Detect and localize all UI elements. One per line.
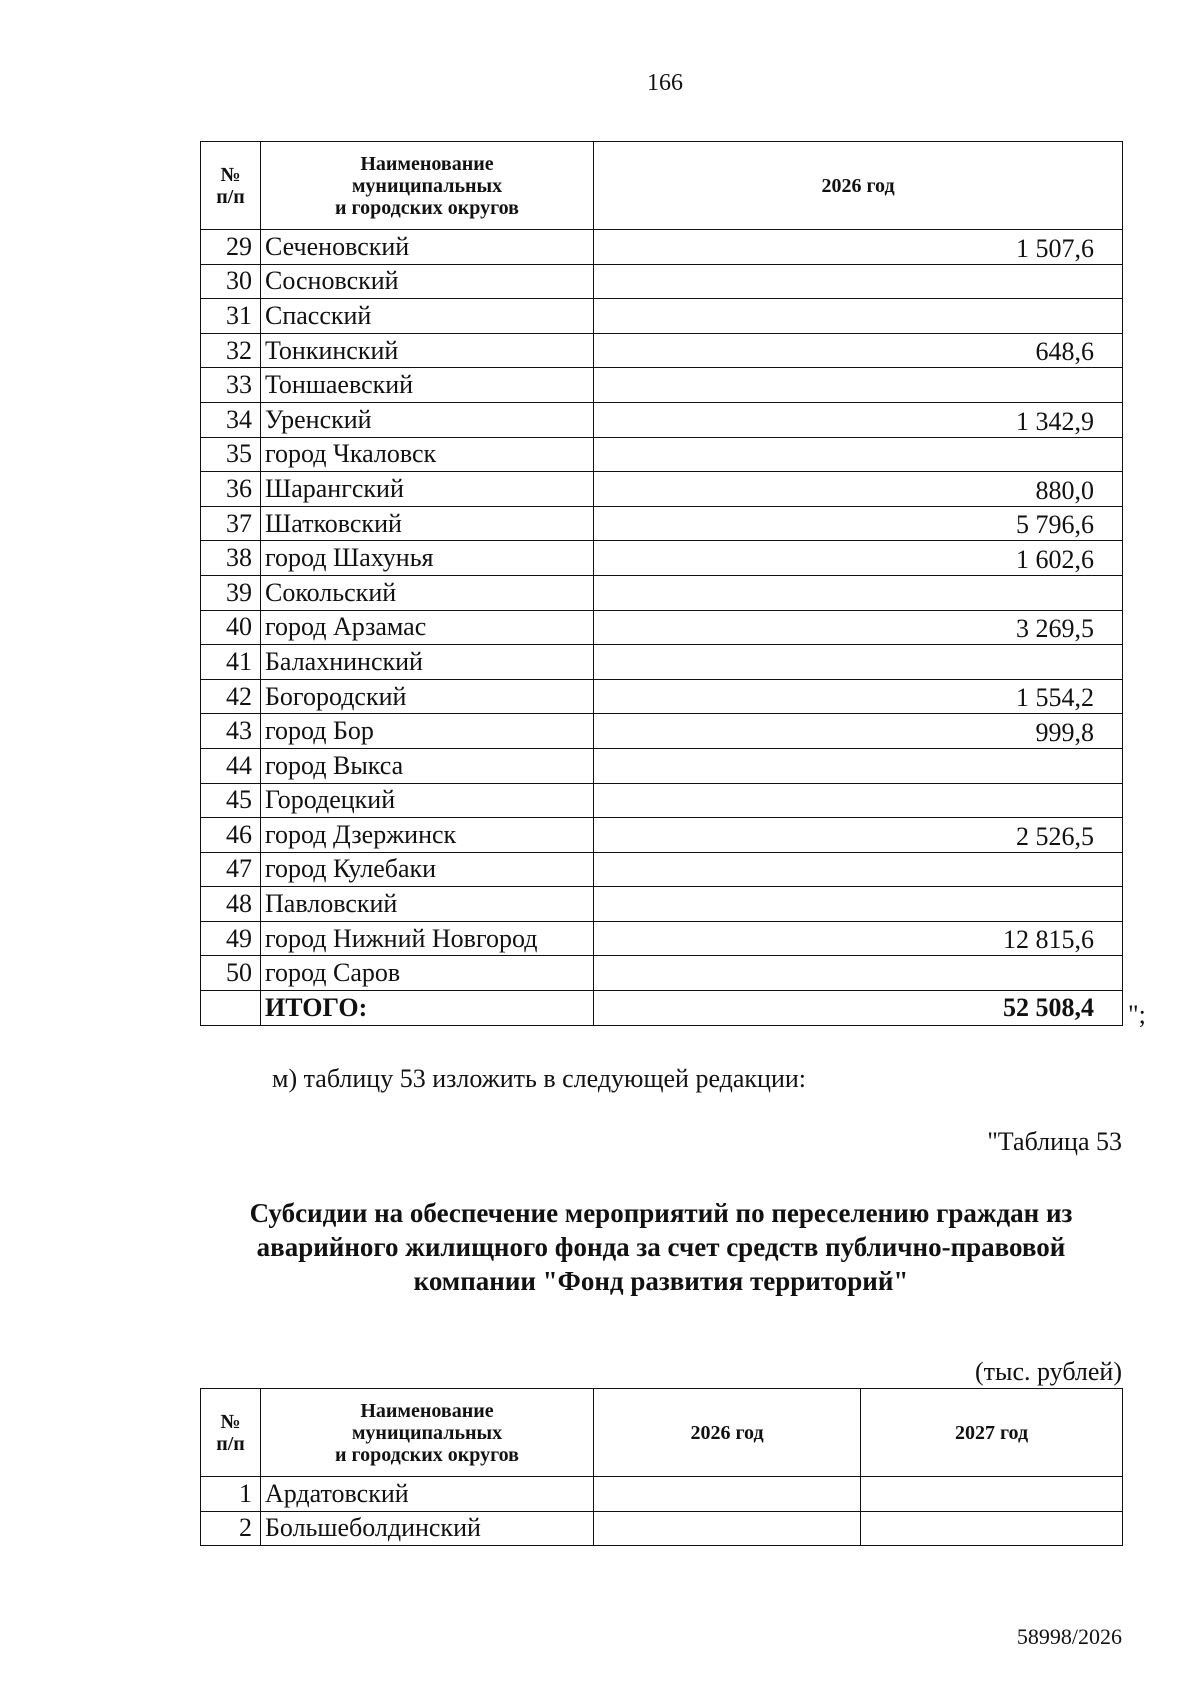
subsidy-table-53 — [200, 1388, 1123, 1546]
table-row — [201, 714, 1123, 749]
total-label: ИТОГО: — [261, 991, 594, 1026]
row-number: 37 — [201, 506, 261, 541]
header-2027: 2027 год — [861, 1389, 1123, 1477]
row-number: 34 — [201, 402, 261, 437]
row-number: 2 — [201, 1511, 261, 1546]
amendment-instruction: м) таблицу 53 изложить в следующей редакции: — [272, 1064, 807, 1093]
table-row — [201, 333, 1123, 368]
value-2026 — [594, 264, 1123, 299]
header-2026: 2026 год — [594, 142, 1123, 230]
municipality-name: Тонкинский — [261, 333, 594, 368]
row-number: 49 — [201, 921, 261, 956]
value-2027 — [861, 1477, 1123, 1512]
row-number: 46 — [201, 818, 261, 853]
subsidy-table-continued — [200, 141, 1123, 1026]
table-row — [201, 264, 1123, 299]
table-row — [201, 818, 1123, 853]
row-number: 43 — [201, 714, 261, 749]
row-number: 32 — [201, 333, 261, 368]
table-row — [201, 402, 1123, 437]
municipality-name: город Дзержинск — [261, 818, 594, 853]
row-number: 29 — [201, 230, 261, 265]
row-number: 40 — [201, 610, 261, 645]
row-number: 36 — [201, 472, 261, 507]
table-label: "Таблица 53 — [987, 1127, 1122, 1156]
total-row — [201, 991, 1123, 1026]
municipality-name: Сеченовский — [261, 230, 594, 265]
row-number: 38 — [201, 541, 261, 576]
table-row — [201, 748, 1123, 783]
value-2026: 648,6 — [594, 333, 1123, 368]
row-number: 35 — [201, 437, 261, 472]
row-number: 45 — [201, 783, 261, 818]
municipality-name: город Шахунья — [261, 541, 594, 576]
municipality-name: Балахнинский — [261, 645, 594, 680]
value-2026: 5 796,6 — [594, 506, 1123, 541]
table-row — [201, 921, 1123, 956]
municipality-name: Большеболдинский — [261, 1511, 594, 1546]
value-2026 — [594, 852, 1123, 887]
municipality-name: город Чкаловск — [261, 437, 594, 472]
row-number: 41 — [201, 645, 261, 680]
value-2027 — [861, 1511, 1123, 1546]
table-row — [201, 887, 1123, 922]
table-row — [201, 541, 1123, 576]
municipality-name: Ардатовский — [261, 1477, 594, 1512]
table-row — [201, 299, 1123, 334]
value-2026 — [594, 368, 1123, 403]
table-row — [201, 368, 1123, 403]
units-label: (тыс. рублей) — [974, 1357, 1122, 1386]
header-municipality: Наименование муниципальных и городских округов — [261, 142, 594, 230]
value-2026: 3 269,5 — [594, 610, 1123, 645]
value-2026: 12 815,6 — [594, 921, 1123, 956]
municipality-name: Тоншаевский — [261, 368, 594, 403]
value-2026 — [594, 1477, 861, 1512]
page-number: 166 — [647, 70, 683, 96]
value-2026 — [594, 887, 1123, 922]
row-number: 44 — [201, 748, 261, 783]
value-2026: 880,0 — [594, 472, 1123, 507]
row-number: 30 — [201, 264, 261, 299]
value-2026 — [594, 437, 1123, 472]
value-2026: 2 526,5 — [594, 818, 1123, 853]
table-row — [201, 575, 1123, 610]
municipality-name: Спасский — [261, 299, 594, 334]
row-number: 39 — [201, 575, 261, 610]
table-body — [201, 230, 1123, 991]
value-2026 — [594, 299, 1123, 334]
municipality-name: Сокольский — [261, 575, 594, 610]
municipality-name: город Выкса — [261, 748, 594, 783]
total-num-cell — [201, 991, 261, 1026]
table-row — [201, 783, 1123, 818]
municipality-name: город Нижний Новгород — [261, 921, 594, 956]
municipality-name: Богородский — [261, 679, 594, 714]
value-2026 — [594, 783, 1123, 818]
municipality-name: город Арзамас — [261, 610, 594, 645]
table-row — [201, 956, 1123, 991]
table-row — [201, 1477, 1123, 1512]
row-number: 31 — [201, 299, 261, 334]
table-row — [201, 437, 1123, 472]
row-number: 1 — [201, 1477, 261, 1512]
value-2026 — [594, 645, 1123, 680]
table-row — [201, 1511, 1123, 1546]
quote-closing-mark: "; — [1128, 1000, 1146, 1029]
table-row — [201, 852, 1123, 887]
header-municipality: Наименование муниципальных и городских округов — [261, 1389, 594, 1477]
table-title: Субсидии на обеспечение мероприятий по переселению граждан из аварийного жилищного фонда за счет средств публично-правовой компании "Фонд развития территорий" — [249, 1198, 1073, 1296]
value-2026: 1 342,9 — [594, 402, 1123, 437]
value-2026: 1 602,6 — [594, 541, 1123, 576]
row-number: 42 — [201, 679, 261, 714]
table-row — [201, 645, 1123, 680]
value-2026 — [594, 956, 1123, 991]
municipality-name: город Бор — [261, 714, 594, 749]
total-value: 52 508,4 — [594, 991, 1123, 1026]
header-number: № п/п — [201, 1389, 261, 1477]
value-2026 — [594, 1511, 861, 1546]
table-row — [201, 679, 1123, 714]
municipality-name: Шатковский — [261, 506, 594, 541]
row-number: 47 — [201, 852, 261, 887]
row-number: 48 — [201, 887, 261, 922]
table-row — [201, 610, 1123, 645]
value-2026: 999,8 — [594, 714, 1123, 749]
municipality-name: Уренский — [261, 402, 594, 437]
header-2026: 2026 год — [594, 1389, 861, 1477]
municipality-name: город Саров — [261, 956, 594, 991]
table-row — [201, 472, 1123, 507]
table-row — [201, 506, 1123, 541]
row-number: 50 — [201, 956, 261, 991]
municipality-name: Шарангский — [261, 472, 594, 507]
value-2026: 1 507,6 — [594, 230, 1123, 265]
table-body — [201, 1477, 1123, 1546]
value-2026: 1 554,2 — [594, 679, 1123, 714]
row-number: 33 — [201, 368, 261, 403]
municipality-name: Городецкий — [261, 783, 594, 818]
value-2026 — [594, 575, 1123, 610]
municipality-name: город Кулебаки — [261, 852, 594, 887]
table-row — [201, 230, 1123, 265]
header-number: № п/п — [201, 142, 261, 230]
document-code: 58998/2026 — [1016, 1624, 1122, 1649]
municipality-name: Сосновский — [261, 264, 594, 299]
municipality-name: Павловский — [261, 887, 594, 922]
value-2026 — [594, 748, 1123, 783]
